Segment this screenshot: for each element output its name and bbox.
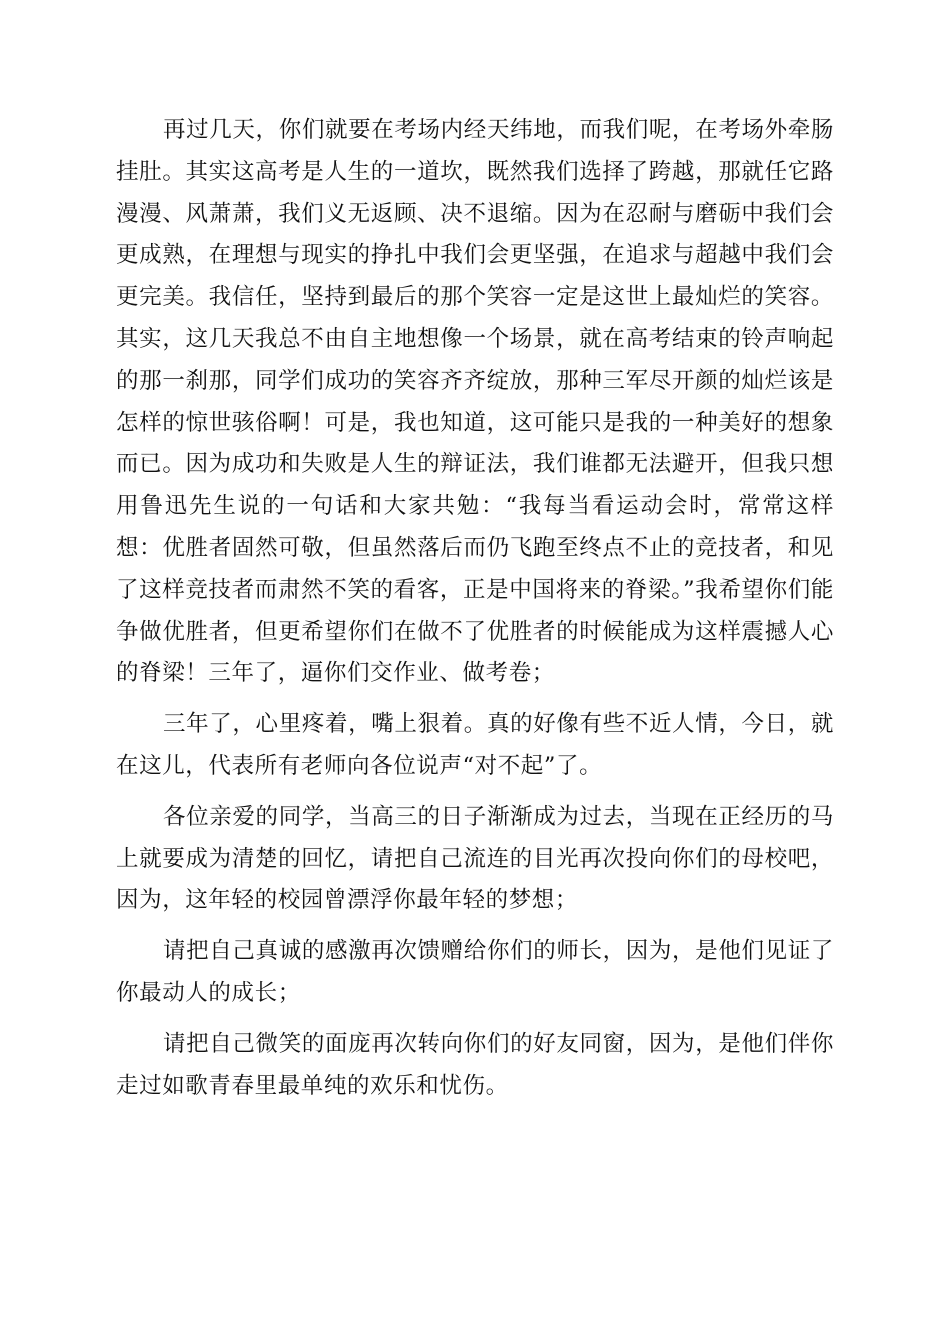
paragraph-1: 再过几天，你们就要在考场内经天纬地，而我们呢，在考场外牵肠挂肚。其实这高考是人生的一道坎，既然我们选择了跨越，那就任它路漫漫、风萧萧，我们义无返顾、决不退缩。因为在忍耐与磨砺中我们会更成熟，在理想与现实的挣扎中我们会更坚强，在追求与超越中我们会更完美。我信任，坚持到最后的那个笑容一定是这世上最灿烂的笑容。其实，这几天我总不由自主地想像一个场景，就在高考结束的铃声响起的那一刹那，同学们成功的笑容齐齐绽放，那种三军尽开颜的灿烂该是怎样的惊世骇俗啊！可是，我也知道，这可能只是我的一种美好的想象而已。因为成功和失败是人生的辩证法，我们谁都无法避开，但我只想用鲁迅先生说的一句话和大家共勉：“我每当看运动会时，常常这样想：优胜者固然可敬，但虽然落后而仍飞跑至终点不止的竞技者，和见了这样竞技者而肃然不笑的看客，正是中国将来的脊梁。”我希望你们能争做优胜者，但更希望你们在做不了优胜者的时候能成为这样震撼人心的脊梁！三年了，逼你们交作业、做考卷；: [116, 117, 834, 687]
paragraph-2: 三年了，心里疼着，嘴上狠着。真的好像有些不近人情，今日，就在这儿，代表所有老师向各位说声“对不起”了。: [116, 711, 834, 779]
paragraph-4: 请把自己真诚的感激再次馈赠给你们的师长，因为，是他们见证了你最动人的成长；: [116, 938, 834, 1006]
paragraph-3: 各位亲爱的同学，当高三的日子渐渐成为过去，当现在正经历的马上就要成为清楚的回忆，请把自己流连的目光再次投向你们的母校吧，因为，这年轻的校园曾漂浮你最年轻的梦想；: [116, 803, 834, 914]
paragraph-5: 请把自己微笑的面庞再次转向你们的好友同窗，因为，是他们伴你走过如歌青春里最单纯的欢乐和忧伤。: [116, 1030, 834, 1099]
document-body: [116, 110, 834, 1116]
